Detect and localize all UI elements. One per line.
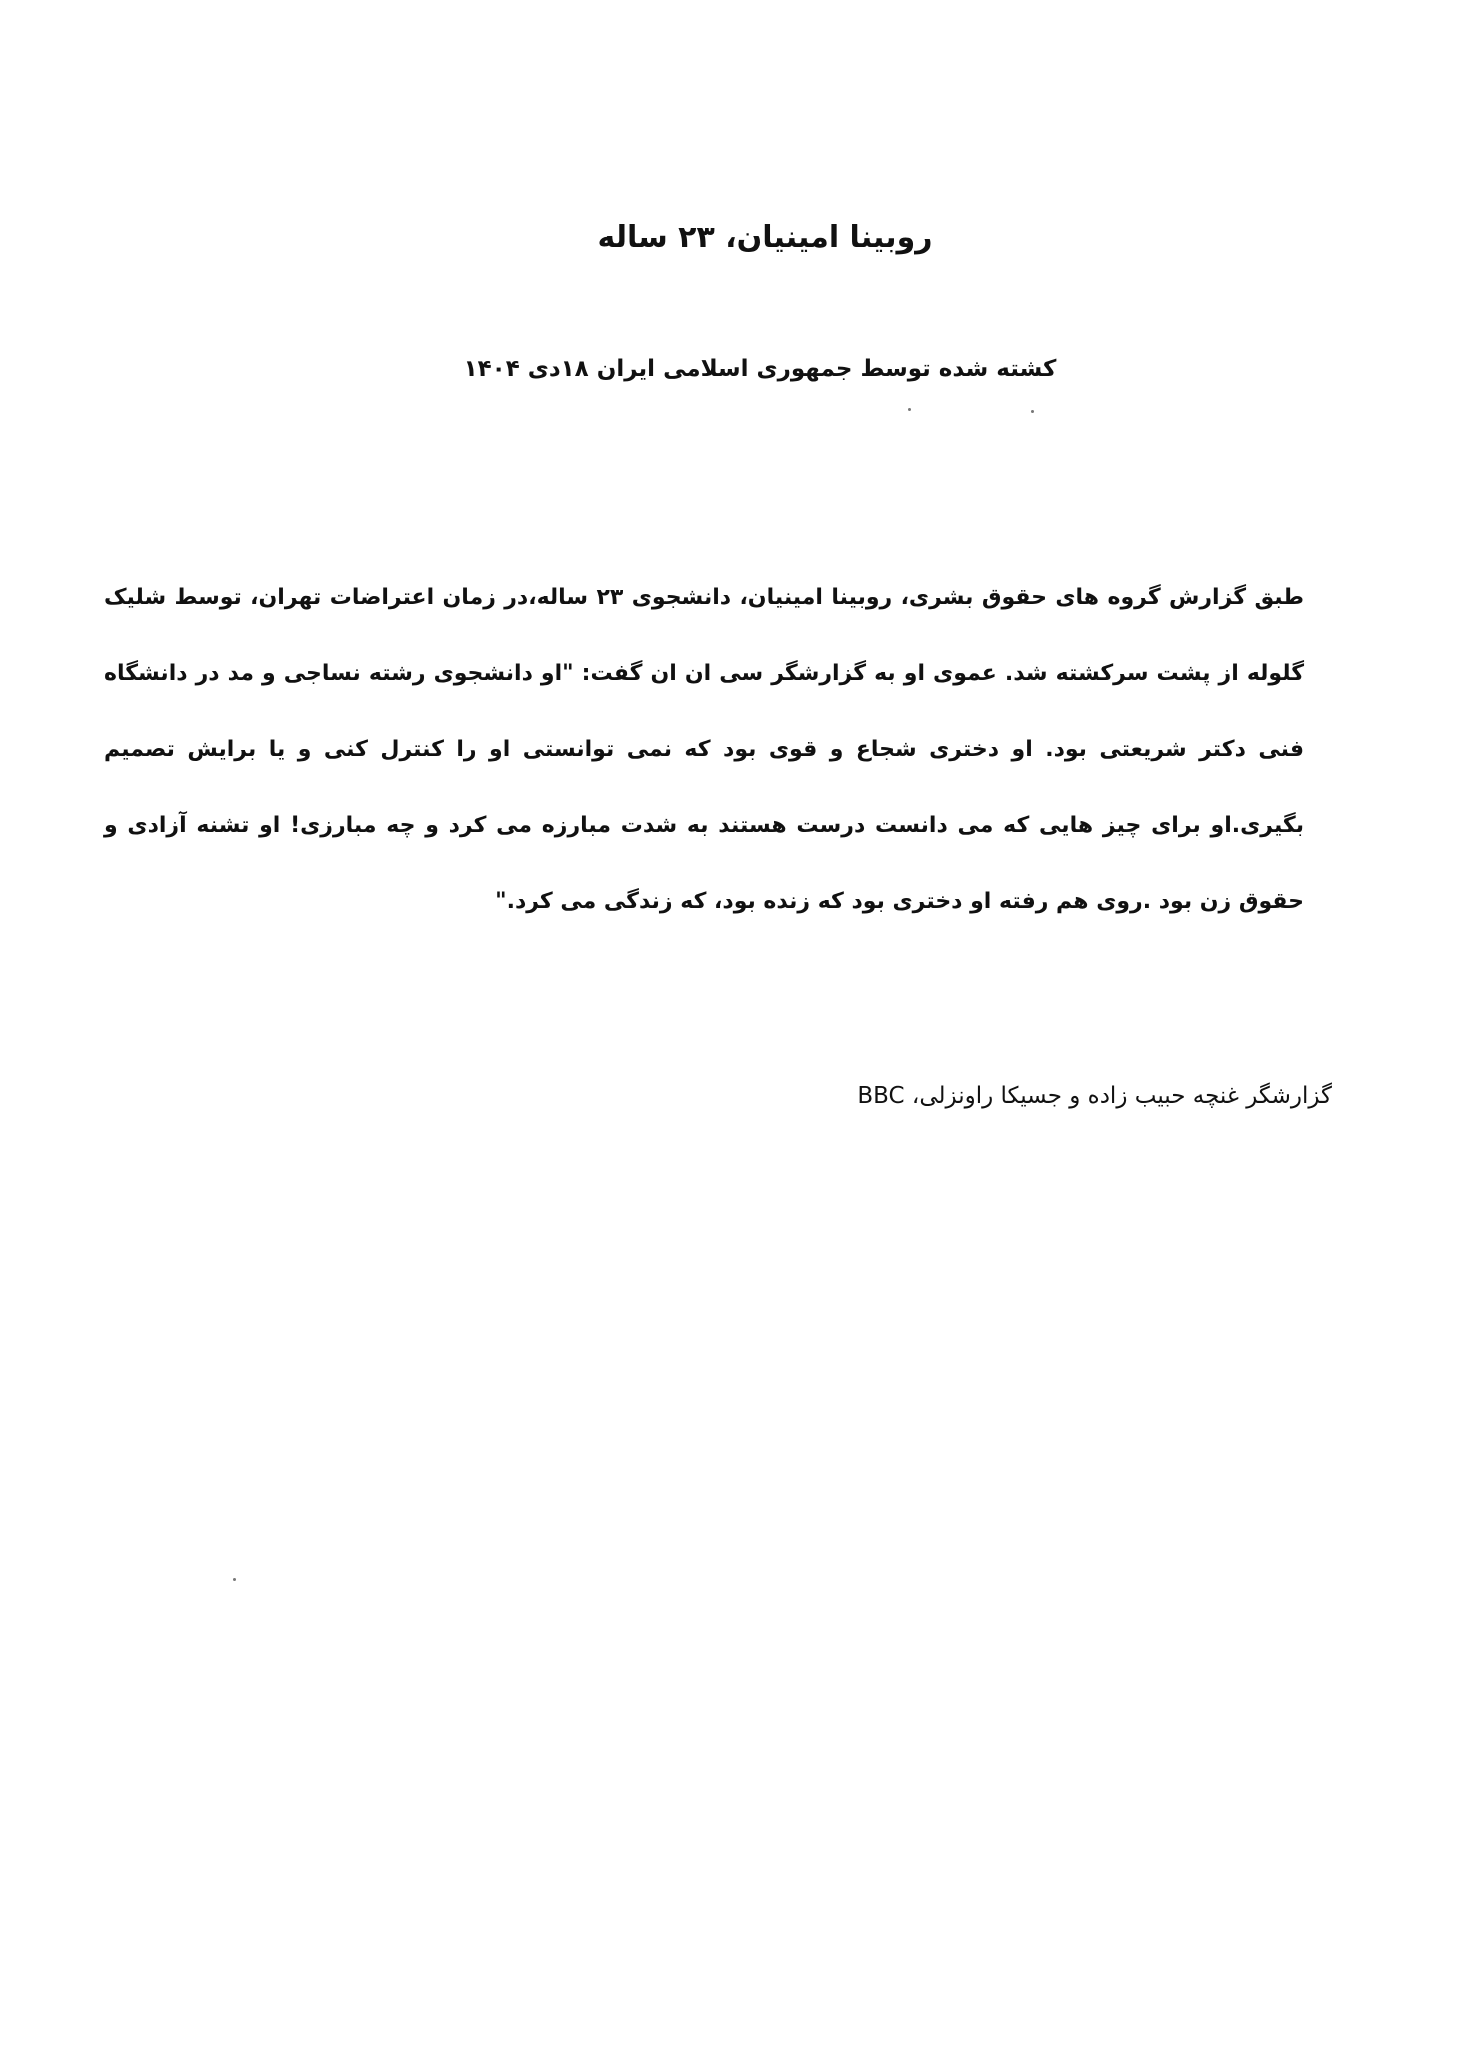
document-subtitle: کشته شده توسط جمهوری اسلامی ایران ۱۸دی ۱۴۰۴ (463, 356, 1057, 382)
reporter-credit: گزارشگر غنچه حبیب زاده و جسیکا راونزلی، BBC (857, 1083, 1332, 1109)
scan-speck (233, 1578, 236, 1581)
scan-speck (908, 408, 911, 411)
body-paragraph: طبق گزارش گروه های حقوق بشری، روبینا امینیان، دانشجوی ۲۳ ساله،در زمان اعتراضات تهران، توسط شلیک گلوله از پشت سرکشته شد. عموی او به گزارشگر سی ان ان گفت: "او دانشجوی رشته نساجی و مد در دانشگاه فنی دکتر شریعتی بود. او دختری شجاع و قوی بود که نمی توانستی او را کنترل کنی و یا برایش تصمیم بگیری.او برای چیز هایی که می دانست درست هستند به شدت مبارزه می کرد و چه مبارزی! او تشنه آزادی و حقوق زن بود .روی هم رفته او دختری بود که زنده بود، که زندگی می کرد." (104, 585, 1304, 914)
scan-speck (1031, 410, 1034, 413)
document-title: روبینا امینیان، ۲۳ ساله (597, 220, 933, 255)
